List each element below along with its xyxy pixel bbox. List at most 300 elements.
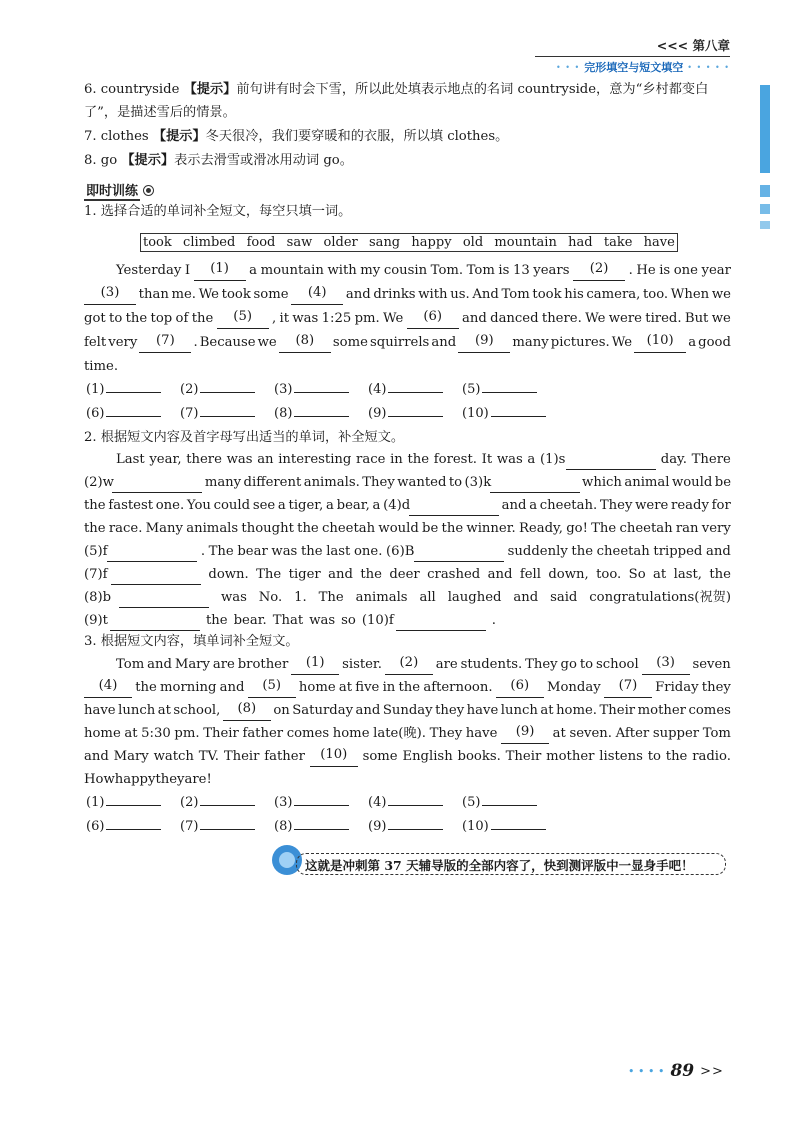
letter-blank[interactable] — [110, 611, 200, 631]
passage-line — [84, 724, 731, 744]
word: After — [615, 726, 650, 741]
blank-10[interactable]: (10) — [310, 747, 358, 767]
word: We — [198, 287, 219, 302]
word: Tom — [466, 263, 495, 278]
word: interesting — [278, 452, 352, 467]
word: Mary — [113, 749, 149, 764]
answer-line[interactable] — [106, 817, 161, 830]
word: a — [688, 335, 697, 350]
word: cheetah — [322, 521, 376, 536]
word: and — [487, 567, 513, 582]
word: the — [84, 498, 106, 513]
word: have — [84, 703, 116, 718]
practice-label-badge: 即时训练 — [84, 180, 154, 201]
word: . — [200, 544, 206, 559]
word: (9)t — [84, 613, 108, 628]
word: time. — [84, 359, 119, 374]
word: top — [150, 311, 173, 326]
word: Monday — [546, 680, 601, 695]
blank-5[interactable]: (5) — [217, 309, 269, 329]
word: mountain — [260, 263, 324, 278]
word: was — [292, 311, 319, 326]
word: squirrels — [369, 335, 430, 350]
word: last — [326, 544, 351, 559]
word: Yesterday — [116, 263, 182, 278]
answer-slot[interactable] — [462, 793, 537, 810]
letter-blank[interactable] — [107, 542, 197, 562]
answer-line[interactable] — [388, 793, 443, 806]
word: home — [84, 726, 121, 741]
answer-line[interactable] — [200, 817, 255, 830]
word: animals. — [303, 475, 360, 490]
answer-line[interactable] — [482, 380, 537, 393]
word: at — [157, 703, 171, 718]
word: the — [665, 749, 688, 764]
blank-5[interactable]: (5) — [248, 678, 296, 698]
hint-7: 7. clothes 【提示】冬天很冷，我们要穿暖和的衣服，所以填 clothes。 — [84, 129, 509, 144]
answer-number: (5) — [462, 382, 481, 397]
word: got — [84, 311, 106, 326]
word: That — [272, 613, 304, 628]
word: the — [441, 521, 464, 536]
word: ready — [671, 498, 709, 513]
word: tiger — [288, 567, 321, 582]
blank-7[interactable]: (7) — [139, 333, 191, 353]
word: tripped — [653, 544, 703, 559]
word: year, — [149, 452, 182, 467]
answer-line[interactable] — [491, 404, 546, 417]
answer-number: (1) — [86, 795, 105, 810]
word: and — [513, 590, 539, 605]
word: . — [491, 613, 496, 628]
word: down, — [548, 567, 589, 582]
blank-1[interactable]: (1) — [194, 261, 246, 281]
word: bear — [237, 544, 268, 559]
answer-number: (4) — [368, 795, 387, 810]
answer-slot[interactable] — [368, 817, 443, 834]
word: camera, — [586, 287, 641, 302]
word: father — [242, 726, 284, 741]
blank-9[interactable]: (9) — [458, 333, 510, 353]
word: seven — [692, 657, 731, 672]
word: lunch — [118, 703, 156, 718]
word: Sunday — [382, 703, 433, 718]
word: Because — [199, 335, 256, 350]
answer-line[interactable] — [106, 380, 161, 393]
blank-2[interactable]: (2) — [573, 261, 625, 281]
answer-slot[interactable] — [180, 380, 255, 397]
word: students. — [460, 657, 523, 672]
answer-number: (10) — [462, 819, 489, 834]
word: would — [378, 521, 419, 536]
word: deer — [389, 567, 420, 582]
word: a — [326, 498, 334, 513]
word: bear, — [336, 498, 370, 513]
word: at — [338, 680, 353, 695]
word: But — [684, 311, 709, 326]
answer-slot[interactable] — [368, 404, 443, 421]
answer-number: (9) — [368, 819, 387, 834]
word: and — [219, 680, 245, 695]
word: English — [402, 749, 453, 764]
passage-line — [116, 655, 731, 675]
hint-8: 8. go 【提示】表示去滑雪或滑冰用动词 go。 — [84, 153, 353, 168]
answer-slot[interactable] — [86, 817, 161, 834]
word: there — [186, 452, 222, 467]
answer-slot[interactable] — [274, 380, 349, 397]
word: they — [155, 772, 185, 787]
word: down. — [208, 567, 249, 582]
word: 5:30 — [141, 726, 171, 741]
word: and — [345, 287, 371, 302]
word: and — [355, 703, 381, 718]
answer-line[interactable] — [491, 817, 546, 830]
answer-line[interactable] — [294, 404, 349, 417]
answer-number: (2) — [180, 795, 199, 810]
word: drinks — [373, 287, 416, 302]
passage-line — [84, 473, 731, 493]
answer-slot[interactable] — [368, 380, 443, 397]
word: to — [647, 749, 661, 764]
passage-line — [84, 678, 731, 698]
word-bank-item: older — [323, 235, 358, 250]
blank-3[interactable]: (3) — [84, 285, 136, 305]
word: . — [193, 335, 198, 350]
word: laughed — [447, 590, 502, 605]
answer-slot[interactable] — [368, 793, 443, 810]
word: happy — [114, 772, 156, 787]
blank-6[interactable]: (6) — [407, 309, 459, 329]
word: have — [466, 703, 499, 718]
word: they — [701, 680, 731, 695]
word: the — [571, 544, 594, 559]
answer-number: (6) — [86, 819, 105, 834]
word: Their — [505, 749, 542, 764]
word: was — [309, 613, 336, 628]
word: pm. — [174, 726, 200, 741]
word: listens — [599, 749, 643, 764]
word: one — [673, 263, 698, 278]
word: wanted — [397, 475, 447, 490]
letter-blank[interactable] — [409, 496, 499, 516]
answer-slot[interactable] — [180, 793, 255, 810]
word: is — [498, 263, 510, 278]
word: Tom — [702, 726, 731, 741]
word: and — [501, 498, 527, 513]
word: Mary — [174, 657, 210, 672]
hint-6: 6. countryside 【提示】前句讲有时会下雪，所以此处填表示地点的名词 countryside，意为“乡村都变白 — [84, 82, 709, 97]
passage-line — [84, 747, 731, 767]
word: me. — [171, 287, 197, 302]
page-number: 89 — [670, 1061, 695, 1081]
answer-slot[interactable] — [180, 817, 255, 834]
word: No. — [258, 590, 283, 605]
answer-line[interactable] — [482, 793, 537, 806]
word: supper — [652, 726, 700, 741]
word-bank-item: mountain — [494, 235, 557, 250]
answer-slot[interactable] — [462, 404, 546, 421]
word: Last — [116, 452, 145, 467]
word: And — [472, 287, 499, 302]
word: the — [360, 567, 382, 582]
word: morning — [160, 680, 217, 695]
word: brother — [237, 657, 289, 672]
word: be — [714, 475, 731, 490]
word: a — [277, 498, 286, 513]
blank-8[interactable]: (8) — [223, 701, 271, 721]
word-bank-item: saw — [286, 235, 313, 250]
word: day. — [660, 452, 687, 467]
word: with — [327, 263, 357, 278]
word: one. — [353, 544, 383, 559]
answer-line[interactable] — [388, 817, 443, 830]
word: felt — [84, 335, 107, 350]
word: Their — [599, 703, 636, 718]
answer-number: (1) — [86, 382, 105, 397]
word: pm. — [354, 311, 380, 326]
word: (4)d — [383, 498, 411, 513]
word: 1:25 — [321, 311, 352, 326]
answer-slot[interactable] — [274, 817, 349, 834]
word: at — [124, 726, 138, 741]
word: the — [135, 680, 157, 695]
letter-blank[interactable] — [119, 588, 209, 608]
blank-10[interactable]: (10) — [634, 333, 686, 353]
word: Saturday — [292, 703, 354, 718]
answer-slot[interactable] — [462, 380, 537, 397]
blank-2[interactable]: (2) — [385, 655, 433, 675]
word: so — [341, 613, 356, 628]
word: for — [711, 498, 731, 513]
word: school — [595, 657, 639, 672]
word: too. — [596, 567, 622, 582]
word-bank-item: have — [643, 235, 675, 250]
word: took — [532, 287, 562, 302]
word: and — [431, 335, 457, 350]
word: would — [671, 475, 713, 490]
word: and — [84, 749, 109, 764]
hint-6-cont: 了”，是描述雪后的情景。 — [84, 105, 236, 120]
word: It — [481, 452, 493, 467]
word: (3)k — [464, 475, 492, 490]
word: and — [328, 567, 353, 582]
word: they — [435, 703, 465, 718]
running-header — [535, 36, 730, 75]
answer-slot[interactable] — [86, 380, 161, 397]
word: mother — [637, 703, 686, 718]
side-tab-bar — [760, 221, 770, 229]
blank-9[interactable]: (9) — [501, 724, 549, 744]
word: animals — [186, 521, 239, 536]
word-bank-item: had — [568, 235, 593, 250]
word: They — [362, 475, 395, 490]
q2-title: 2. 根据短文内容及首字母写出适当的单词，补全短文。 — [84, 430, 405, 445]
blank-8[interactable]: (8) — [279, 333, 331, 353]
completion-banner-text: 这就是冲刺第 37 天辅导版的全部内容了，快到测评版中一显身手吧！ — [305, 858, 694, 873]
answer-slot[interactable] — [86, 793, 161, 810]
word: pictures. — [550, 335, 610, 350]
word: us. — [450, 287, 470, 302]
word: very — [108, 335, 138, 350]
answer-slot[interactable] — [274, 793, 349, 810]
word: an — [257, 452, 274, 467]
passage-line — [84, 333, 731, 353]
side-tab-bar — [760, 204, 770, 214]
blank-7[interactable]: (7) — [604, 678, 652, 698]
word: tired. — [645, 311, 682, 326]
word: He — [636, 263, 656, 278]
q3-title: 3. 根据短文内容，填单词补全短文。 — [84, 634, 299, 649]
answer-line[interactable] — [388, 380, 443, 393]
answer-line[interactable] — [388, 404, 443, 417]
word: race — [356, 452, 386, 467]
answer-line[interactable] — [200, 380, 255, 393]
letter-blank[interactable] — [396, 611, 486, 631]
letter-blank[interactable] — [112, 473, 202, 493]
letter-blank[interactable] — [111, 565, 201, 585]
word: They — [429, 726, 463, 741]
page-footer — [628, 1061, 724, 1081]
word: than — [138, 287, 169, 302]
word: too. — [642, 287, 669, 302]
next-arrows: >> — [700, 1063, 724, 1079]
word: (5)f — [84, 544, 108, 559]
word: and — [461, 311, 487, 326]
word: When — [670, 287, 710, 302]
blank-3[interactable]: (3) — [642, 655, 690, 675]
word: are — [435, 657, 458, 672]
word: some — [253, 287, 289, 302]
word: a — [529, 498, 538, 513]
word: a — [372, 498, 381, 513]
word: suddenly — [507, 544, 568, 559]
word: to — [448, 475, 463, 490]
word: The — [208, 544, 234, 559]
answer-line[interactable] — [200, 793, 255, 806]
word-bank-item: take — [603, 235, 633, 250]
answer-number: (8) — [274, 819, 293, 834]
word: at — [653, 567, 667, 582]
chapter-label: <<< 第八章 — [656, 38, 730, 53]
word: go — [560, 657, 577, 672]
word: some — [362, 749, 398, 764]
word: sister. — [342, 657, 382, 672]
word: all — [419, 590, 436, 605]
word: one. — [155, 498, 185, 513]
word: the — [125, 311, 148, 326]
passage-line — [84, 357, 731, 377]
answer-line[interactable] — [294, 793, 349, 806]
letter-blank[interactable] — [490, 473, 580, 493]
answer-slot[interactable] — [180, 404, 255, 421]
word: home. — [556, 703, 597, 718]
side-tab-bar — [760, 85, 770, 173]
side-tab-bar — [760, 185, 770, 197]
word: Friday — [655, 680, 699, 695]
answer-number: (7) — [180, 406, 199, 421]
word: congratulations(祝贺) — [589, 590, 731, 605]
word: cheetah — [619, 521, 673, 536]
word: race. — [108, 521, 143, 536]
answer-line[interactable] — [294, 817, 349, 830]
word: comes — [286, 726, 330, 741]
word: We — [611, 335, 633, 350]
word: is — [659, 263, 671, 278]
word: lunch — [500, 703, 538, 718]
answer-slot[interactable] — [274, 404, 349, 421]
footer-dots: • • • • — [628, 1064, 665, 1078]
word: 13 — [512, 263, 530, 278]
word: it — [279, 311, 290, 326]
word-bank-item: sang — [369, 235, 401, 250]
letter-blank[interactable] — [414, 542, 504, 562]
word: cheetah. — [539, 498, 598, 513]
passage-line — [84, 309, 731, 329]
completion-banner — [296, 853, 726, 875]
word-bank-item: old — [462, 235, 484, 250]
passage-line — [84, 701, 731, 721]
word: the — [191, 311, 214, 326]
blank-4[interactable]: (4) — [84, 678, 132, 698]
word: radio. — [692, 749, 731, 764]
word: seven. — [569, 726, 612, 741]
passage-line — [84, 588, 731, 608]
word: The — [256, 567, 282, 582]
answer-number: (6) — [86, 406, 105, 421]
word: very — [701, 521, 731, 536]
answer-line[interactable] — [294, 380, 349, 393]
answer-slot[interactable] — [86, 404, 161, 421]
word: afternoon. — [423, 680, 493, 695]
word: late(晚). — [373, 726, 426, 741]
word: fell — [519, 567, 541, 582]
word: years — [533, 263, 570, 278]
word: many — [512, 335, 549, 350]
word: a — [527, 452, 536, 467]
word: at — [540, 703, 554, 718]
answer-number: (3) — [274, 795, 293, 810]
word: said — [550, 590, 578, 605]
word: are! — [184, 772, 212, 787]
word: many — [204, 475, 242, 490]
word: (6)B — [386, 544, 415, 559]
word: , — [271, 311, 277, 326]
blank-4[interactable]: (4) — [291, 285, 343, 305]
section-subtitle: 完形填空与短文填空 — [584, 61, 684, 74]
word: We — [585, 311, 606, 326]
word: in — [390, 452, 403, 467]
answer-slot[interactable] — [462, 817, 546, 834]
blank-1[interactable]: (1) — [291, 655, 339, 675]
word: Their — [203, 726, 239, 741]
word: There — [691, 452, 731, 467]
word: Tom. — [430, 263, 464, 278]
word: there. — [541, 311, 582, 326]
answer-line[interactable] — [106, 793, 161, 806]
word: were — [635, 498, 669, 513]
word: which — [582, 475, 622, 490]
blank-6[interactable]: (6) — [496, 678, 544, 698]
word: tiger, — [288, 498, 324, 513]
letter-blank[interactable] — [566, 450, 656, 470]
answer-line[interactable] — [106, 404, 161, 417]
word: different — [243, 475, 302, 490]
target-icon — [143, 185, 154, 196]
answer-line[interactable] — [200, 404, 255, 417]
word: Ready, — [519, 521, 563, 536]
word: cousin — [383, 263, 428, 278]
passage-line — [84, 519, 731, 539]
